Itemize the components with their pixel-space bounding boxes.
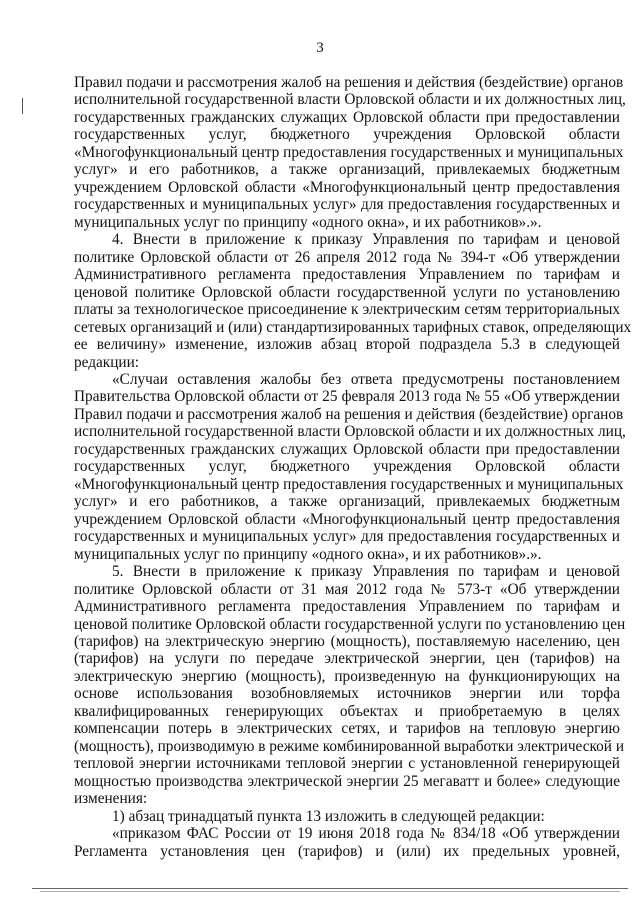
document-line: государственных гражданских служащих Орловской области при предоставлении — [74, 440, 620, 458]
document-line: электрическую энергию (мощность), произведенную на функционирующих на — [74, 667, 620, 685]
document-line: государственных и муниципальных услуг» для предоставления государственных и — [74, 528, 620, 546]
document-line: государственных гражданских служащих Орловской области при предоставлении — [74, 108, 620, 126]
document-line: сетевых организаций и (или) стандартизированных тарифных ставок, определяющих — [74, 318, 632, 336]
document-line: исполнительной государственной власти Орловской области и их должностных лиц, — [74, 91, 626, 109]
document-line: услуг» и его работников, а также организаций, привлекаемых бюджетным — [74, 493, 620, 511]
document-line: мощностью производства электрической энергии 25 мегаватт и более» следующие — [74, 772, 620, 790]
document-line: услуг» и его работников, а также организаций, привлекаемых бюджетным — [74, 161, 620, 179]
margin-mark — [22, 98, 23, 114]
document-line: (тарифов) на услуги по передаче электрической энергии, цен (тарифов) на — [74, 650, 620, 668]
document-line: тепловой энергии источниками тепловой энергии с установленной генерирующей — [74, 755, 620, 773]
document-line: редакции: — [74, 353, 140, 371]
document-line: Регламента установления цен (тарифов) и (или) их предельных уровней, — [74, 842, 620, 860]
document-line: муниципальных услуг по принципу «одного окна», и их работников».». — [74, 213, 542, 231]
document-line: учреждением Орловской области «Многофункциональный центр предоставления — [74, 510, 620, 528]
document-line: ценовой политике Орловской области государственной услуги по установлению цен — [74, 615, 626, 633]
page-number: 3 — [316, 40, 324, 56]
document-line: ее величину» изменение, изложив абзац второй подраздела 5.3 в следующей — [74, 336, 620, 354]
document-line: политике Орловской области от 26 апреля 2012 года № 394-т «Об утверждении — [74, 248, 620, 266]
document-line: «Многофункциональный центр предоставления государственных и муниципальных — [74, 143, 624, 161]
document-line: политике Орловской области от 31 мая 2012 года № 573-т «Об утверждении — [74, 580, 620, 598]
document-line: платы за технологическое присоединение к электрическим сетям территориальных — [74, 301, 620, 319]
document-line: «Случаи оставления жалобы без ответа предусмотрены постановлением — [112, 370, 620, 388]
document-line: Правительства Орловской области от 25 февраля 2013 года № 55 «Об утверждении — [74, 388, 620, 406]
document-line: Правил подачи и рассмотрения жалоб на решения и действия (бездействие) органов — [74, 74, 624, 91]
page-footer-rule — [32, 888, 628, 889]
document-line: 4. Внести в приложение к приказу Управления по тарифам и ценовой — [112, 231, 620, 249]
document-line: «приказом ФАС России от 19 июня 2018 года № 834/18 «Об утверждении — [112, 825, 620, 843]
document-line: компенсации потерь в электрических сетях, и тарифов на тепловую энергию — [74, 720, 620, 738]
document-line: учреждением Орловской области «Многофункциональный центр предоставления — [74, 178, 620, 196]
document-line: государственных услуг, бюджетного учреждения Орловской области — [74, 126, 620, 144]
document-line: государственных и муниципальных услуг» для предоставления государственных и — [74, 196, 620, 214]
page-footer-rule-secondary — [40, 891, 620, 892]
document-line: изменения: — [74, 790, 148, 808]
document-line: исполнительной государственной власти Орловской области и их должностных лиц, — [74, 423, 626, 441]
document-line: основе использования возобновляемых источников энергии или торфа — [74, 685, 620, 703]
document-line: государственных услуг, бюджетного учреждения Орловской области — [74, 458, 620, 476]
document-line: ценовой политике Орловской области государственной услуги по установлению — [74, 283, 620, 301]
document-line: 5. Внести в приложение к приказу Управления по тарифам и ценовой — [112, 563, 620, 581]
document-line: муниципальных услуг по принципу «одного окна», и их работников».». — [74, 545, 542, 563]
document-line: Правил подачи и рассмотрения жалоб на решения и действия (бездействие) органов — [74, 405, 624, 423]
document-body — [74, 74, 632, 860]
document-line: «Многофункциональный центр предоставления государственных и муниципальных — [74, 475, 624, 493]
document-line: 1) абзац тринадцатый пункта 13 изложить в следующей редакции: — [112, 807, 545, 825]
document-line: (мощность), производимую в режиме комбинированной выработки электрической и — [74, 737, 625, 755]
document-line: Административного регламента предоставления Управлением по тарифам и — [74, 598, 620, 616]
document-line: (тарифов) на электрическую энергию (мощность), поставляемую населению, цен — [74, 633, 620, 650]
document-line: Административного регламента предоставления Управлением по тарифам и — [74, 266, 620, 284]
document-line: квалифицированных генерирующих объектах и приобретаемую в целях — [74, 702, 620, 720]
